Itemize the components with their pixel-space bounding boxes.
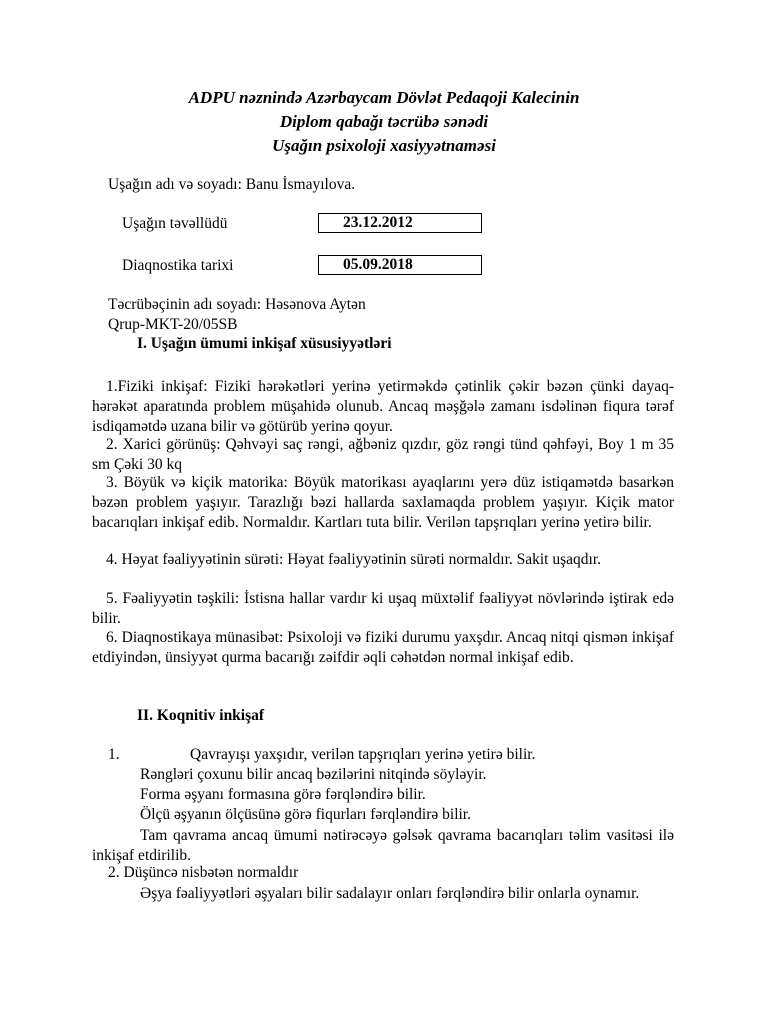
paragraph-activity-organization: 5. Fəaliyyətin təşkili: İstisna hallar vardır ki uşaq müxtəlif fəaliyyət növlərində iştirak edə bilir. [92,590,674,627]
perception-line: Qavrayışı yaxşıdır, verilən tapşrıqları yerinə yetirə bilir. [190,746,536,763]
paragraph-activity-pace: 4. Həyat fəaliyyətinin sürəti: Həyat fəaliyyətinin sürəti normaldır. Sakit uşaqdır. [106,551,602,568]
group-code: Qrup-MKT-20/05SB [108,316,238,333]
paragraph-object-activity: Əşya fəaliyyətləri əşyaları bilir sadalayır onları fərqləndirə bilir onlarla oynamır. [140,885,640,902]
diagnostics-date-box: 05.09.2018 [318,255,482,275]
header-line-1: ADPU nəznində Azərbaycam Dövlət Pedaqoji Kalecinin [188,88,580,107]
section-1-heading: I. Uşağın ümumi inkişaf xüsusiyyətləri [137,335,392,352]
paragraph-perception: Tam qavrama ancaq ümumi nətirəcəyə gəlsək qavrama bacarıqları təlim vasitəsi ilə inkişaf etdirilib. [92,827,674,864]
header-line-2: Diplom qabağı təcrübə sənədi [279,112,489,131]
paragraph-physical: 1.Fiziki inkişaf: Fiziki hərəkətləri yerinə yetirməkdə çətinlik çəkir bəzən çünki dayaq-hərəkət aparatında problem müşahidə olunub. Ancaq məşğələ zamanı isdəlinən fiqura tərəf isdiqamətdə uzana bilir və götürüb yerinə qoyur. [92,378,674,435]
trainee-name: Təcrübəçinin adı soyadı: Həsənova Aytən [108,296,366,313]
size-line: Ölçü əşyanın ölçüsünə görə fiqurları fərqləndirə bilir. [140,806,471,823]
paragraph-diagnostics-attitude: 6. Diaqnostikaya münasibət: Psixoloji və fiziki durumu yaxşdır. Ancaq nitqi qismən inkişaf etdiyindən, ünsiyyət qurma bacarığı zəifdir əqli cəhətdən normal inkişaf edib. [92,629,674,666]
list-item-number: 1. [108,746,120,763]
birth-date-box: 23.12.2012 [318,213,482,233]
section-2-heading: II. Koqnitiv inkişaf [137,707,265,724]
header-line-3: Uşağın psixoloji xasiyyətnaməsi [272,136,496,155]
birth-label: Uşağın təvəllüdü [122,215,228,232]
paragraph-motor-skills: 3. Böyük və kiçik matorika: Böyük matorikası ayaqlarını yerə düz istiqamətdə basarkən bəzən problem yaşıyır. Tarazlığı bəzi hallarda saxlamaqda problem yaşıyır. Kiçik mator bacarıqları inkişaf edib. Normaldır. Kartları tuta bilir. Verilən tapşrıqları yerinə yetirə bilir. [92,474,674,531]
form-line: Forma əşyanı formasına görə fərqləndirə bilir. [140,786,426,803]
child-name: Uşağın adı və soyadı: Banu İsmayılova. [108,176,356,193]
paragraph-appearance: 2. Xarici görünüş: Qəhvəyi saç rəngi, ağbəniz qızdır, göz rəngi tünd qəhfəyi, Boy 1 m 35 sm Çəki 30 kq [92,436,674,473]
thinking-line: 2. Düşüncə nisbətən normaldır [108,864,299,881]
diagnostics-label: Diaqnostika tarixi [122,257,234,274]
colors-line: Rəngləri çoxunu bilir ancaq bəzilərini nitqində söyləyir. [140,766,487,783]
